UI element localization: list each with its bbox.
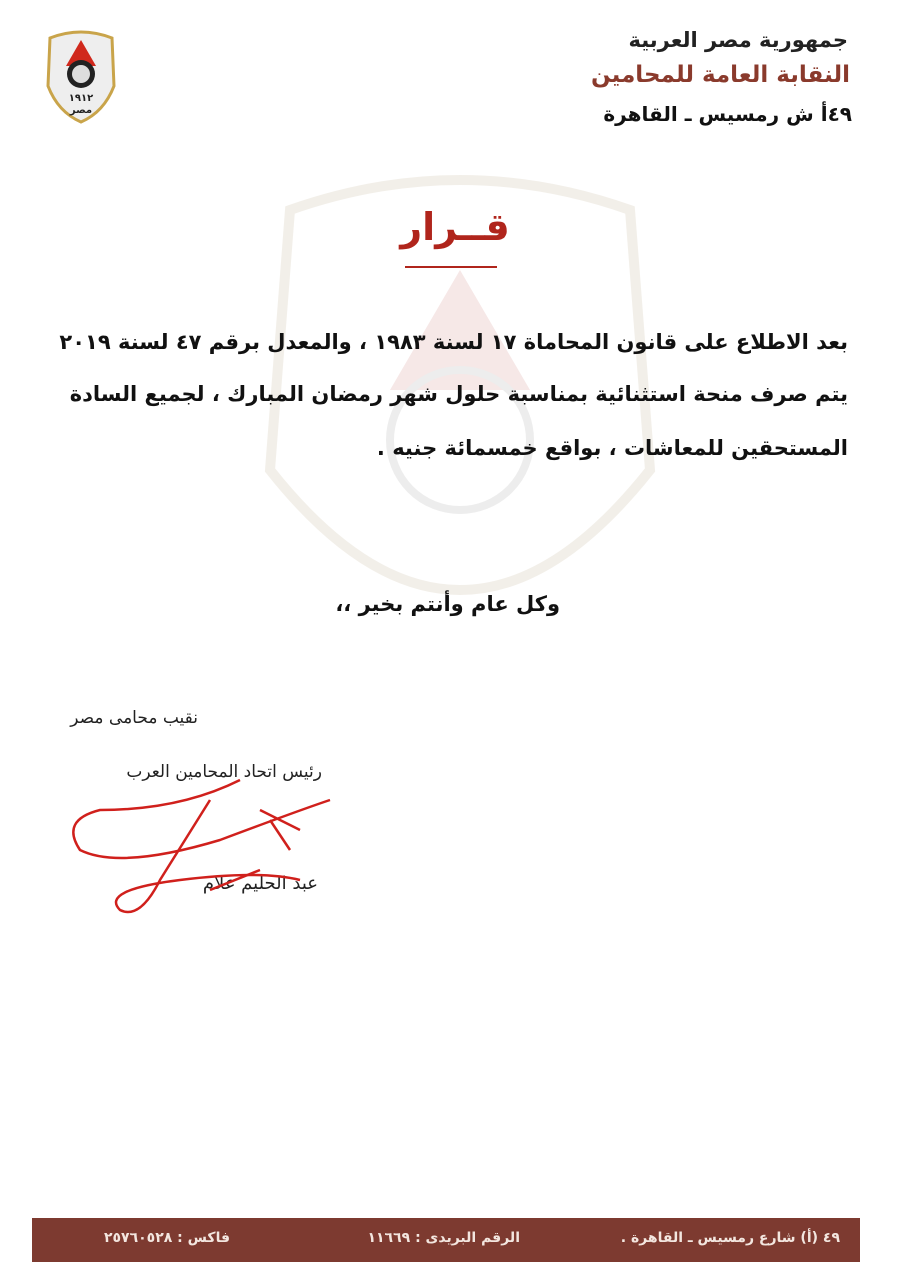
signatory-title-2: رئيس اتحاد المحامين العرب <box>126 762 322 782</box>
svg-text:مصر: مصر <box>69 105 93 116</box>
signatory-name: عبد الحليم علام <box>202 873 318 894</box>
footer-bar <box>32 1218 860 1262</box>
footer-postal-code: الرقم البريدى : ١١٦٦٩ <box>367 1230 520 1246</box>
letterhead-organization: النقابة العامة للمحامين <box>590 62 850 88</box>
body-line-2: يتم صرف منحة استثنائية بمناسبة حلول شهر رمضان المبارك ، لجميع السادة <box>69 382 848 406</box>
footer-address: ٤٩ (أ) شارع رمسيس ـ القاهرة . <box>620 1230 840 1246</box>
body-line-1: بعد الاطلاع على قانون المحاماة ١٧ لسنة ١٩٨٣ ، والمعدل برقم ٤٧ لسنة ٢٠١٩ <box>59 330 848 354</box>
title-underline <box>405 266 497 268</box>
closing-greeting: وكل عام وأنتم بخير ،، <box>335 592 560 616</box>
footer-fax: فاكس : ٢٥٧٦٠٥٢٨ <box>103 1230 230 1246</box>
signatory-title-1: نقيب محامى مصر <box>70 708 198 728</box>
letterhead-country: جمهورية مصر العربية <box>628 28 848 52</box>
syndicate-logo <box>44 26 118 124</box>
letterhead-address: ٤٩أ ش رمسيس ـ القاهرة <box>603 102 852 126</box>
svg-text:١٩١٢: ١٩١٢ <box>68 93 94 104</box>
handwritten-signature <box>60 770 350 930</box>
document-title: قــرار <box>400 205 510 249</box>
body-line-3: المستحقين للمعاشات ، بواقع خمسمائة جنيه . <box>376 436 848 460</box>
